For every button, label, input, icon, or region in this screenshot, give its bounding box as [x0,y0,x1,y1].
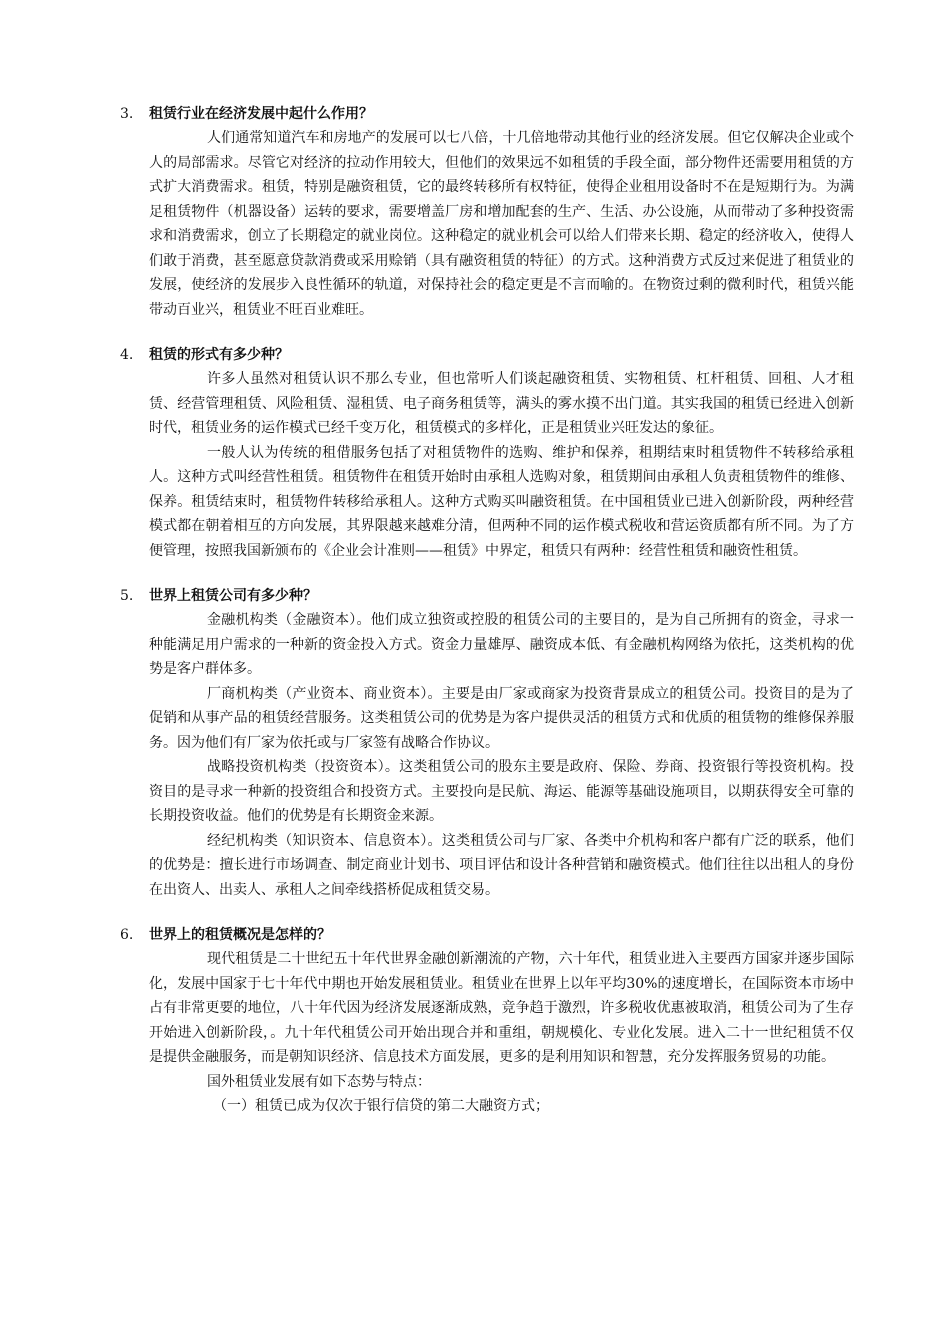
paragraph: 金融机构类（金融资本）。他们成立独资或控股的租赁公司的主要目的，是为自己所拥有的资金，寻求一种能满足用户需求的一种新的资金投入方式。资金力量雄厚、融资成本低、有金融机构网络为依托，这类机构的优势是客户群体多。 [149,612,854,677]
question-number: 5. [120,588,134,604]
paragraph: 许多人虽然对租赁认识不那么专业，但也常听人们谈起融资租赁、实物租赁、杠杆租赁、回租、人才租赁、经营管理租赁、风险租赁、湿租赁、电子商务租赁等，满头的雾水摸不出门道。其实我国的租赁已经进入创新时代，租赁业务的运作模式已经千变万化，租赁模式的多样化，正是租赁业兴旺发达的象征。 [149,371,854,436]
section-6 [120,923,854,1119]
question-number: 3. [120,106,134,122]
paragraph: 战略投资机构类（投资资本）。这类租赁公司的股东主要是政府、保险、券商、投资银行等投资机构。投资目的是寻求一种新的投资组合和投资方式。主要投向是民航、海运、能源等基础设施项目，以期获得安全可靠的长期投资收益。他们的优势是有长期资金来源。 [149,759,854,824]
answer-body [120,126,854,322]
answer-body [120,947,854,1119]
question-title: 租赁行业在经济发展中起什么作用？ [149,106,373,122]
paragraph: 经纪机构类（知识资本、信息资本）。这类租赁公司与厂家、各类中介机构和客户都有广泛的联系，他们的优势是：擅长进行市场调查、制定商业计划书、项目评估和设计各种营销和融资模式。他们往往以出租人的身份在出资人、出卖人、承租人之间牵线搭桥促成租赁交易。 [149,832,854,898]
question-title: 世界上租赁公司有多少种？ [149,588,317,604]
paragraph: 一般人认为传统的租借服务包括了对租赁物件的选购、维护和保养，租期结束时租赁物件不转移给承租人。这种方式叫经营性租赁。租赁物件在租赁开始时由承租人选购对象，租赁期间由承租人负责租赁物件的维修、保养。租赁结束时，租赁物件转移给承租人。这种方式购买叫融资租赁。在中国租赁业已进入创新阶段，两种经营模式都在朝着相互的方向发展，其界限越来越难分清，但两种不同的运作模式税收和营运资质都有所不同。为了方便管理，按照我国新颁布的《企业会计准则——租赁》中界定，租赁只有两种：经营性租赁和融资性租赁。 [149,444,854,559]
question-heading [120,584,854,608]
question-number: 4. [120,347,134,363]
paragraph: 现代租赁是二十世纪五十年代世界金融创新潮流的产物，六十年代，租赁业进入主要西方国家并逐步国际化，发展中国家于七十年代中期也开始发展租赁业。租赁业在世界上以年平均30%的速度增长，在国际资本市场中占有非常更要的地位，八十年代因为经济发展逐渐成熟，竞争趋于激烈，许多税收优惠被取消，租赁公司为了生存开始进入创新阶段，。九十年代租赁公司开始出现合并和重组，朝规模化、专业化发展。进入二十一世纪租赁不仅是提供金融服务，而是朝知识经济、信息技术方面发展，更多的是利用知识和智慧，充分发挥服务贸易的功能。 [149,951,854,1065]
section-5 [120,584,854,902]
answer-body [120,608,854,902]
paragraph: 厂商机构类（产业资本、商业资本）。主要是由厂家或商家为投资背景成立的租赁公司。投资目的是为了促销和从事产品的租赁经营服务。这类租赁公司的优势是为客户提供灵活的租赁方式和优质的租赁物的维修保养服务。因为他们有厂家为依托或与厂家签有战略合作协议。 [149,685,854,751]
question-heading [120,343,854,367]
question-heading [120,923,854,947]
list-item: （一）租赁已成为仅次于银行信贷的第二大融资方式； [213,1098,549,1114]
question-number: 6. [120,927,134,943]
section-3 [120,102,854,322]
section-4 [120,343,854,563]
question-title: 世界上的租赁概况是怎样的？ [149,927,331,943]
answer-body [120,367,854,563]
paragraph: 国外租赁业发展有如下态势与特点： [207,1073,431,1090]
paragraph: 人们通常知道汽车和房地产的发展可以七八倍，十几倍地带动其他行业的经济发展。但它仅解决企业或个人的局部需求。尽管它对经济的拉动作用较大，但他们的效果远不如租赁的手段全面，部分物件还需要用租赁的方式扩大消费需求。租赁，特别是融资租赁，它的最终转移所有权特征，使得企业租用设备时不在是短期行为。为满足租赁物件（机器设备）运转的要求，需要增盖厂房和增加配套的生产、生活、办公设施，从而带动了多种投资需求和消费需求，创立了长期稳定的就业岗位。这种稳定的就业机会可以给人们带来长期、稳定的经济收入，使得人们敢于消费，甚至愿意贷款消费或采用赊销（具有融资租赁的特征）的方式。这种消费方式反过来促进了租赁业的发展，使经济的发展步入良性循环的轨道，对保持社会的稳定更是不言而喻的。在物资过剩的微利时代，租赁兴能带动百业兴，租赁业不旺百业难旺。 [149,130,854,318]
question-title: 租赁的形式有多少种？ [149,347,289,363]
question-heading [120,102,854,126]
